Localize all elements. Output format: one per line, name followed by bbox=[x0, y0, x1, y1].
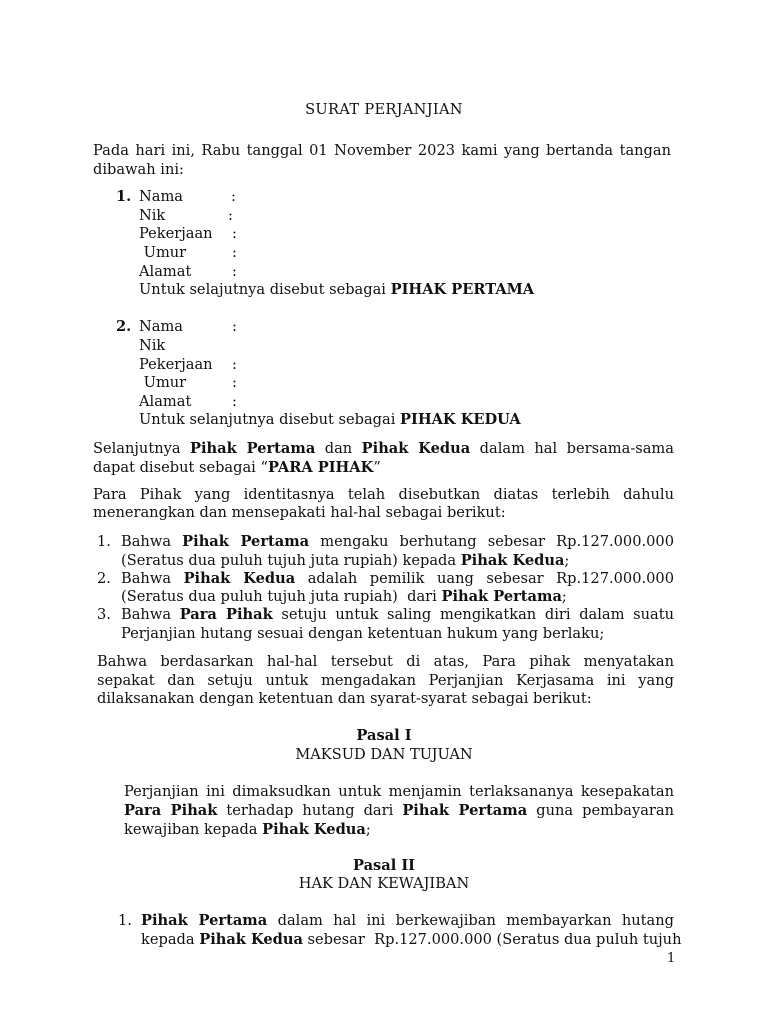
pasal-1-line-3: kewajiban kepada Pihak Kedua; bbox=[124, 821, 371, 838]
basis-line-3: dilaksanakan dengan ketentuan dan syarat-syarat sebagai berikut: bbox=[97, 690, 592, 707]
party1-field-colon: : bbox=[231, 188, 236, 205]
party1-field-colon: : bbox=[232, 244, 237, 261]
party2-field-colon: : bbox=[232, 356, 237, 373]
page-number: 1 bbox=[667, 951, 676, 966]
pasal-1-subheading: MAKSUD DAN TUJUAN bbox=[295, 746, 473, 763]
party1-role: PIHAK PERTAMA bbox=[390, 281, 535, 298]
party1-field-label: Nama bbox=[139, 188, 184, 205]
party1-field-colon: : bbox=[232, 263, 237, 280]
point-line: Bahwa Pihak Kedua adalah pemilik uang sebesar Rp.127.000.000 bbox=[121, 570, 674, 587]
party2-field-colon: : bbox=[232, 374, 237, 391]
party2-field-label: Nik bbox=[139, 337, 166, 354]
point-line: Bahwa Para Pihak setuju untuk saling mengikatkan diri dalam suatu bbox=[121, 606, 674, 623]
point-line: Perjanjian hutang sesuai dengan ketentuan hukum yang berlaku; bbox=[121, 625, 605, 642]
pasal-1-heading: Pasal I bbox=[356, 727, 412, 744]
document-title: SURAT PERJANJIAN bbox=[305, 101, 463, 118]
party1-field-label: Umur bbox=[139, 244, 187, 261]
point-number: 1. bbox=[97, 533, 111, 550]
point-line: (Seratus dua puluh tujuh juta rupiah) dari Pihak Pertama; bbox=[121, 588, 567, 605]
statement-line-2: menerangkan dan mensepakati hal-hal sebagai berikut: bbox=[93, 504, 506, 521]
pasal-2-item-number: 1. bbox=[118, 912, 132, 929]
party1-description: Untuk selajutnya disebut sebagai PIHAK PERTAMA bbox=[139, 281, 535, 298]
party2-field-label: Umur bbox=[139, 374, 187, 391]
pasal-2-line-2: kepada Pihak Kedua sebesar Rp.127.000.000 (Seratus dua puluh tujuh bbox=[141, 931, 682, 948]
pasal-2-subheading: HAK DAN KEWAJIBAN bbox=[298, 875, 470, 892]
party1-number: 1. bbox=[116, 188, 132, 205]
pasal-1-line-2: Para Pihak terhadap hutang dari Pihak Pertama guna pembayaran bbox=[124, 802, 674, 819]
party2-field-label: Pekerjaan bbox=[139, 356, 213, 373]
party1-field-label: Alamat bbox=[139, 263, 192, 280]
para-pihak-line-2: dapat disebut sebagai “PARA PIHAK” bbox=[93, 459, 381, 476]
para-pihak-line-1: Selanjutnya Pihak Pertama dan Pihak Kedua dalam hal bersama-sama bbox=[93, 440, 674, 457]
pasal-2-heading: Pasal II bbox=[353, 857, 415, 874]
intro-line-1: Pada hari ini, Rabu tanggal 01 November 2023 kami yang bertanda tangan bbox=[93, 142, 671, 159]
intro-line-2: dibawah ini: bbox=[93, 161, 184, 178]
party2-role: PIHAK KEDUA bbox=[400, 411, 521, 428]
party2-field-label: Alamat bbox=[139, 393, 192, 410]
statement-line-1: Para Pihak yang identitasnya telah disebutkan diatas terlebih dahulu bbox=[93, 486, 674, 503]
point-number: 2. bbox=[97, 570, 111, 587]
party1-field-label: Nik bbox=[139, 207, 166, 224]
point-number: 3. bbox=[97, 606, 111, 623]
party2-number: 2. bbox=[116, 318, 132, 335]
point-line: Bahwa Pihak Pertama mengaku berhutang sebesar Rp.127.000.000 bbox=[121, 533, 674, 550]
party1-field-colon: : bbox=[228, 207, 233, 224]
pasal-2-line-1: Pihak Pertama dalam hal ini berkewajiban membayarkan hutang bbox=[141, 912, 674, 929]
point-line: (Seratus dua puluh tujuh juta rupiah) kepada Pihak Kedua; bbox=[121, 552, 570, 569]
party2-field-colon: : bbox=[232, 393, 237, 410]
party1-field-label: Pekerjaan bbox=[139, 225, 213, 242]
party2-field-label: Nama bbox=[139, 318, 184, 335]
pasal-1-line-1: Perjanjian ini dimaksudkan untuk menjamin terlaksananya kesepakatan bbox=[124, 783, 674, 800]
basis-line-2: sepakat dan setuju untuk mengadakan Perjanjian Kerjasama ini yang bbox=[97, 672, 674, 689]
party2-description: Untuk selanjutnya disebut sebagai PIHAK KEDUA bbox=[139, 411, 521, 428]
basis-line-1: Bahwa berdasarkan hal-hal tersebut di atas, Para pihak menyatakan bbox=[97, 653, 674, 670]
party1-field-colon: : bbox=[232, 225, 237, 242]
party2-field-colon: : bbox=[232, 318, 237, 335]
